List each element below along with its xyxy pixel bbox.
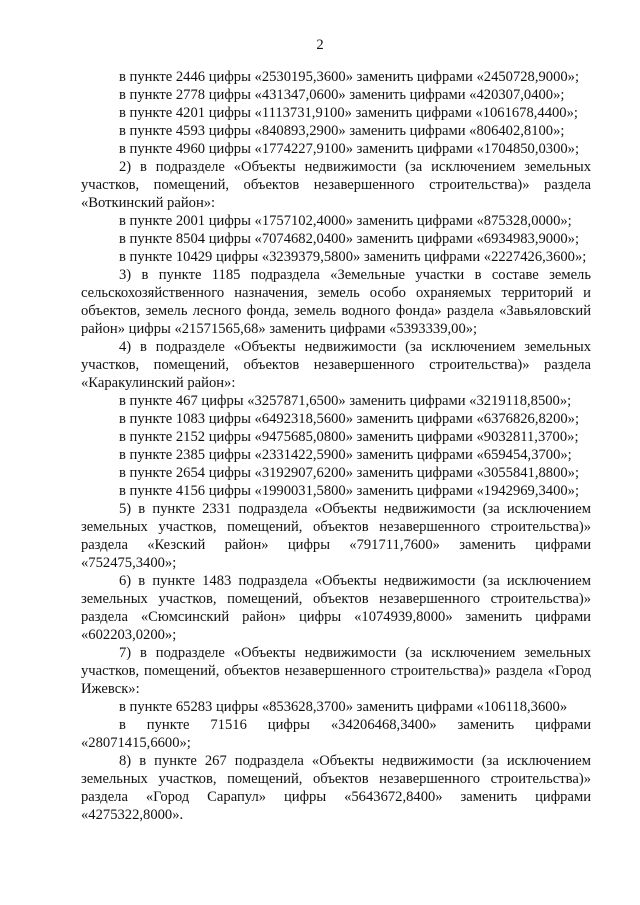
paragraph: в пункте 10429 цифры «3239379,5800» заменить цифрами «2227426,3600»; (119, 249, 587, 265)
paragraph: в пункте 65283 цифры «853628,3700» заменить цифрами «106118,3600» (119, 699, 568, 715)
paragraph: в пункте 2001 цифры «1757102,4000» заменить цифрами «875328,0000»; (119, 213, 572, 229)
paragraph: в пункте 71516 цифры «34206468,3400» заменить цифрами «28071415,6600»; (81, 717, 591, 751)
paragraph: в пункте 2385 цифры «2331422,5900» заменить цифрами «659454,3700»; (119, 447, 572, 463)
paragraph: в пункте 4960 цифры «1774227,9100» заменить цифрами «1704850,0300»; (119, 141, 580, 157)
paragraph: 4) в подразделе «Объекты недвижимости (за исключением земельных участков, помещений, объектов незавершенного строительства)» раздела «Каракулинский район»: (81, 339, 591, 391)
paragraph: 8) в пункте 267 подраздела «Объекты недвижимости (за исключением земельных участков, помещений, объектов незавершенного строительства)» раздела «Город Сарапул» цифры «5643672,8400» заменить цифрами «4275322,8000». (81, 753, 591, 823)
paragraph: 3) в пункте 1185 подраздела «Земельные участки в составе земель сельскохозяйственного назначения, земель особо охраняемых территорий и объектов, земель лесного фонда, земель водного фонда» раздела «Завьяловский район» цифры «21571565,68» заменить цифрами «5393339,00»; (81, 267, 591, 337)
paragraph: в пункте 2446 цифры «2530195,3600» заменить цифрами «2450728,9000»; (119, 69, 580, 85)
paragraph: в пункте 1083 цифры «6492318,5600» заменить цифрами «6376826,8200»; (119, 411, 580, 427)
page-number: 2 (316, 37, 324, 53)
paragraph: 5) в пункте 2331 подраздела «Объекты недвижимости (за исключением земельных участков, помещений, объектов незавершенного строительства)» раздела «Кезский район» цифры «791711,7600» заменить цифрами «752475,3400»; (81, 501, 591, 571)
document-body (81, 68, 591, 824)
paragraph: в пункте 2654 цифры «3192907,6200» заменить цифрами «3055841,8800»; (119, 465, 580, 481)
paragraph: в пункте 4156 цифры «1990031,5800» заменить цифрами «1942969,3400»; (119, 483, 580, 499)
paragraph: в пункте 467 цифры «3257871,6500» заменить цифрами «3219118,8500»; (119, 393, 572, 409)
paragraph: в пункте 8504 цифры «7074682,0400» заменить цифрами «6934983,9000»; (119, 231, 580, 247)
paragraph: 2) в подразделе «Объекты недвижимости (за исключением земельных участков, помещений, объектов незавершенного строительства)» раздела «Воткинский район»: (81, 159, 591, 211)
paragraph: в пункте 4593 цифры «840893,2900» заменить цифрами «806402,8100»; (119, 123, 565, 139)
paragraph: в пункте 2778 цифры «431347,0600» заменить цифрами «420307,0400»; (119, 87, 565, 103)
paragraph: в пункте 2152 цифры «9475685,0800» заменить цифрами «9032811,3700»; (119, 429, 579, 445)
paragraph: в пункте 4201 цифры «1113731,9100» заменить цифрами «1061678,4400»; (119, 105, 578, 121)
paragraph: 7) в подразделе «Объекты недвижимости (за исключением земельных участков, помещений, объектов незавершенного строительства)» раздела «Город Ижевск»: (81, 645, 591, 697)
paragraph: 6) в пункте 1483 подраздела «Объекты недвижимости (за исключением земельных участков, помещений, объектов незавершенного строительства)» раздела «Сюмсинский район» цифры «1074939,8000» заменить цифрами «602203,0200»; (81, 573, 591, 643)
